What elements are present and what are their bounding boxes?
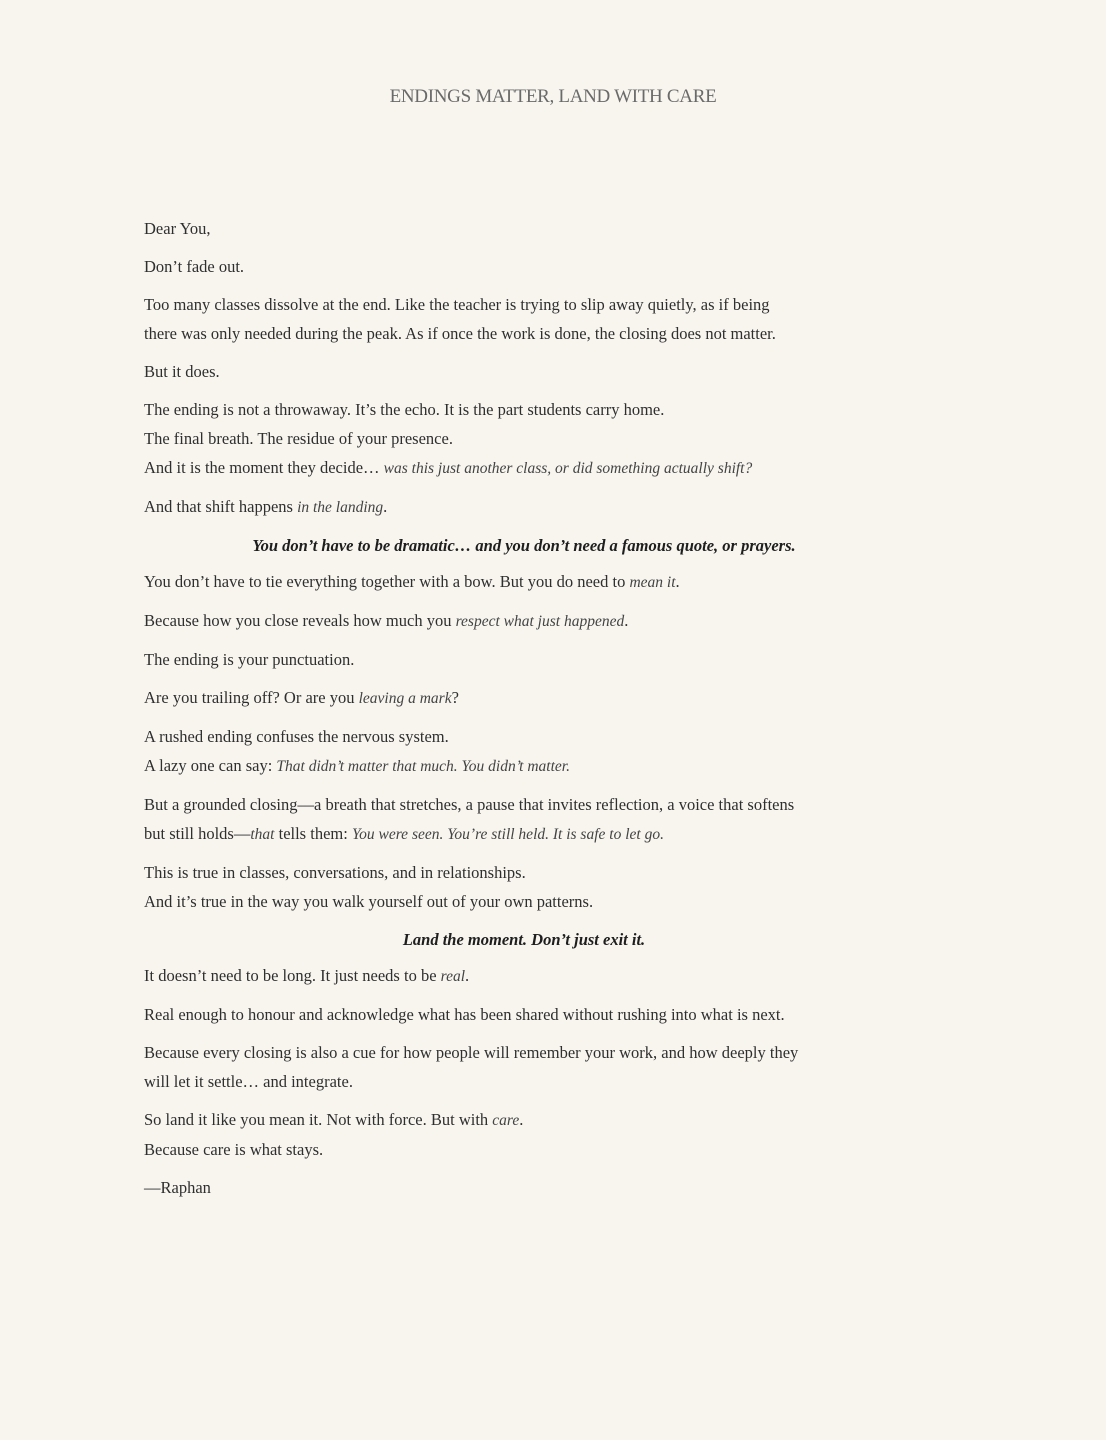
text-segment: tells them: [274, 824, 352, 843]
italic-text: that [250, 826, 275, 843]
text-line [144, 424, 904, 453]
italic-text: mean it [629, 574, 676, 591]
text-segment: . [519, 1110, 524, 1129]
paragraph [144, 492, 904, 522]
text-segment: And it’s true in the way you walk yourself out of your own patterns. [144, 892, 594, 911]
text-line [144, 858, 904, 887]
text-segment: . [465, 966, 470, 985]
text-segment: You don’t have to tie everything together with a bow. But you do need to [144, 572, 630, 591]
text-line [144, 1067, 904, 1096]
paragraph [144, 357, 904, 386]
paragraph [144, 645, 904, 674]
text-line [144, 961, 904, 991]
text-segment: there was only needed during the peak. As if once the work is done, the closing does not matter. [144, 324, 776, 343]
text-segment: Don’t fade out. [144, 257, 245, 276]
italic-text: leaving a mark [358, 690, 452, 707]
text-segment: . [624, 611, 629, 630]
text-line [144, 606, 904, 636]
text-segment: but still holds— [144, 824, 251, 843]
text-segment: Too many classes dissolve at the end. Like the teacher is trying to slip away quietly, as if being [144, 295, 770, 314]
emphasis-paragraph [144, 531, 904, 560]
text-line [144, 531, 904, 560]
text-segment: And that shift happens [144, 497, 298, 516]
text-line [144, 214, 904, 243]
text-segment: But a grounded closing—a breath that stretches, a pause that invites reflection, a voice that softens [144, 795, 795, 814]
text-line [144, 492, 904, 522]
paragraph [144, 790, 904, 849]
text-segment: A lazy one can say: [144, 756, 277, 775]
text-segment: . [383, 497, 388, 516]
text-line [144, 567, 904, 597]
text-line [144, 645, 904, 674]
text-segment: Because care is what stays. [144, 1140, 324, 1159]
document-title: ENDINGS MATTER, LAND WITH CARE [389, 86, 717, 107]
letter-body [144, 214, 904, 1211]
text-segment: It doesn’t need to be long. It just needs to be [144, 966, 441, 985]
text-segment: will let it settle… and integrate. [144, 1072, 353, 1091]
text-segment: The ending is your punctuation. [144, 650, 355, 669]
text-line [144, 751, 904, 781]
text-line [144, 1000, 904, 1029]
text-segment: Land the moment. Don’t just exit it. [402, 930, 646, 949]
paragraph [144, 961, 904, 991]
text-segment: A rushed ending confuses the nervous system. [144, 727, 449, 746]
text-segment: Real enough to honour and acknowledge what has been shared without rushing into what is next. [144, 1005, 785, 1024]
text-line [144, 357, 904, 386]
text-line [144, 1038, 904, 1067]
italic-text: respect what just happened [455, 613, 625, 630]
italic-text: in the landing [297, 499, 384, 516]
text-line [144, 887, 904, 916]
text-line [144, 1173, 904, 1202]
italic-text: You were seen. You’re still held. It is safe to let go. [351, 826, 664, 843]
text-segment: —Raphan [144, 1178, 211, 1197]
signature [144, 1173, 904, 1202]
italic-text: That didn’t matter that much. You didn’t matter. [276, 758, 570, 775]
paragraph [144, 567, 904, 597]
text-segment: Because how you close reveals how much you [144, 611, 456, 630]
paragraph [144, 858, 904, 916]
italic-text: was this just another class, or did something actually shift? [383, 460, 753, 477]
paragraph [144, 683, 904, 713]
text-segment: Are you trailing off? Or are you [144, 688, 359, 707]
text-line [144, 290, 904, 319]
paragraph [144, 1105, 904, 1164]
text-segment: You don’t have to be dramatic… and you don’t need a famous quote, or prayers. [252, 536, 796, 555]
text-line [144, 1105, 904, 1135]
text-segment: Because every closing is also a cue for how people will remember your work, and how deeply they [144, 1043, 799, 1062]
paragraph [144, 722, 904, 781]
text-line [144, 319, 904, 348]
paragraph [144, 1038, 904, 1096]
italic-text: real [440, 968, 466, 985]
text-segment: But it does. [144, 362, 220, 381]
text-segment: The ending is not a throwaway. It’s the echo. It is the part students carry home. [144, 400, 665, 419]
paragraph [144, 252, 904, 281]
text-segment: This is true in classes, conversations, and in relationships. [144, 863, 526, 882]
text-line [144, 925, 904, 954]
text-segment: . [675, 572, 680, 591]
text-segment: ? [451, 688, 459, 707]
text-line [144, 395, 904, 424]
text-line [144, 1135, 904, 1164]
text-line [144, 722, 904, 751]
paragraph [144, 290, 904, 348]
text-segment: Dear You, [144, 219, 211, 238]
paragraph [144, 214, 904, 243]
text-line [144, 252, 904, 281]
text-line [144, 453, 904, 483]
text-segment: So land it like you mean it. Not with force. But with [144, 1110, 493, 1129]
paragraph [144, 1000, 904, 1029]
text-segment: And it is the moment they decide… [144, 458, 384, 477]
italic-text: care [492, 1112, 520, 1129]
emphasis-paragraph [144, 925, 904, 954]
paragraph [144, 395, 904, 483]
text-line [144, 790, 904, 819]
text-line [144, 683, 904, 713]
paragraph [144, 606, 904, 636]
text-line [144, 819, 904, 849]
text-segment: The final breath. The residue of your presence. [144, 429, 453, 448]
